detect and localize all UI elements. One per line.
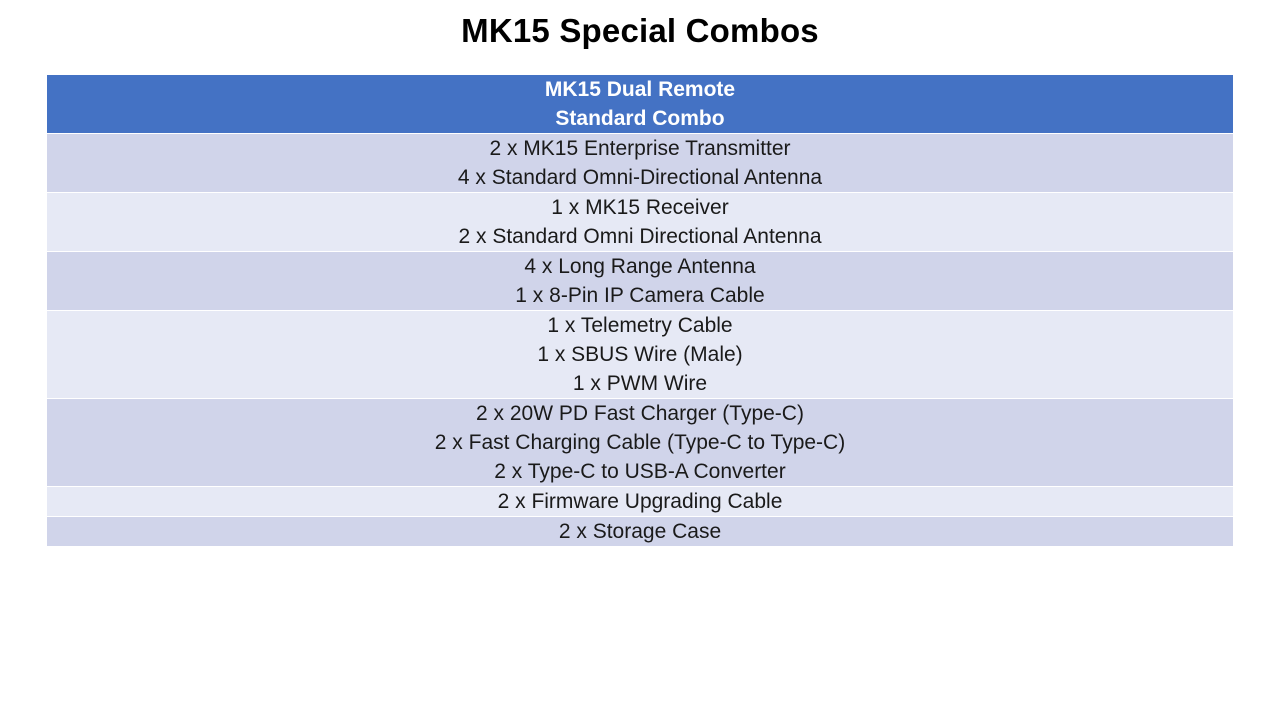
table-header-cell xyxy=(47,75,1233,134)
table-row-cell xyxy=(47,193,1233,252)
row-line: 2 x Fast Charging Cable (Type-C to Type-C) xyxy=(434,431,846,454)
row-line: 4 x Long Range Antenna xyxy=(524,255,756,278)
row-line: 2 x Firmware Upgrading Cable xyxy=(497,490,783,513)
row-line: 2 x Type-C to USB-A Converter xyxy=(494,460,786,483)
row-line: 2 x Storage Case xyxy=(558,520,722,543)
table-row-cell xyxy=(47,399,1233,487)
table-row xyxy=(47,399,1233,487)
table-header-row xyxy=(47,75,1233,134)
table-row-cell xyxy=(47,252,1233,311)
combo-table-container xyxy=(47,75,1233,547)
row-line: 4 x Standard Omni-Directional Antenna xyxy=(457,166,823,189)
table-row-cell xyxy=(47,517,1233,547)
row-line: 1 x SBUS Wire (Male) xyxy=(537,343,743,366)
table-row-cell xyxy=(47,134,1233,193)
row-line: 2 x 20W PD Fast Charger (Type-C) xyxy=(476,402,804,425)
table-row xyxy=(47,252,1233,311)
page-title: MK15 Special Combos xyxy=(461,12,819,49)
table-row xyxy=(47,517,1233,547)
table-row xyxy=(47,311,1233,399)
combo-table xyxy=(47,75,1233,547)
row-line: 1 x MK15 Receiver xyxy=(551,196,729,219)
row-line: 2 x Standard Omni Directional Antenna xyxy=(458,225,822,248)
header-line-2: Standard Combo xyxy=(555,107,725,130)
row-line: 1 x 8-Pin IP Camera Cable xyxy=(515,284,765,307)
table-row-cell xyxy=(47,311,1233,399)
header-line-1: MK15 Dual Remote xyxy=(544,78,736,101)
row-line: 1 x Telemetry Cable xyxy=(547,314,733,337)
table-row xyxy=(47,134,1233,193)
table-row xyxy=(47,193,1233,252)
row-line: 1 x PWM Wire xyxy=(572,372,708,395)
table-row xyxy=(47,487,1233,517)
row-line: 2 x MK15 Enterprise Transmitter xyxy=(489,137,791,160)
table-row-cell xyxy=(47,487,1233,517)
